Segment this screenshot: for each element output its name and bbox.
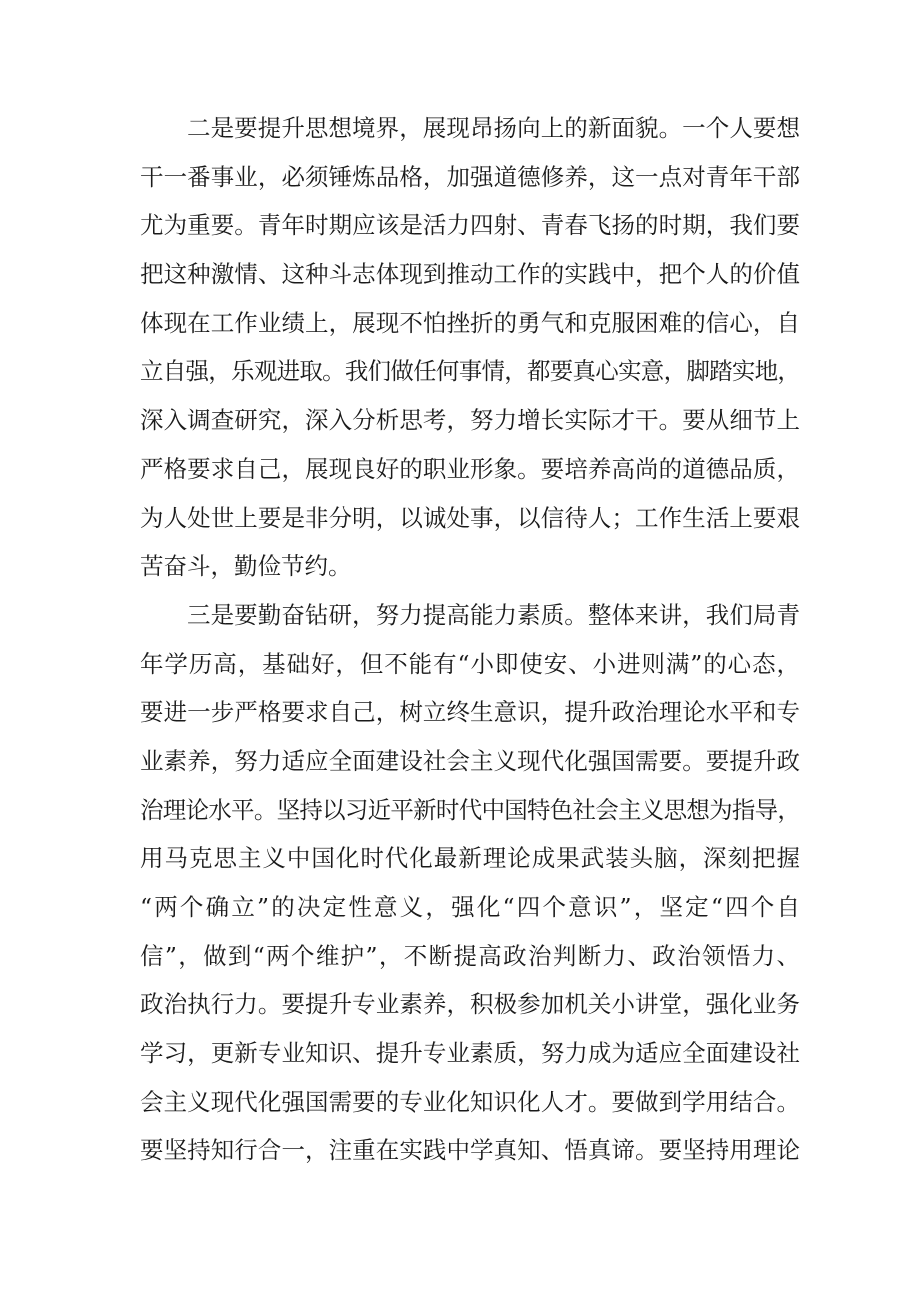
paragraph-line: 要进一步严格要求自己，树立终生意识，提升政治理论水平和专	[140, 698, 800, 727]
paragraph-line: 治理论水平。坚持以习近平新时代中国特色社会主义思想为指导，	[140, 795, 800, 824]
paragraph-line: 深入调查研究，深入分析思考，努力增长实际才干。要从细节上	[140, 406, 800, 435]
document-body	[140, 104, 800, 1175]
paragraph-line: 学习，更新专业知识、提升专业素质，努力成为适应全面建设社	[140, 1039, 800, 1068]
paragraph-line: 用马克思主义中国化时代化最新理论成果武装头脑，深刻把握	[140, 844, 800, 873]
paragraph-line: 尤为重要。青年时期应该是活力四射、青春飞扬的时期，我们要	[140, 211, 800, 240]
paragraph-line: 二是要提升思想境界，展现昂扬向上的新面貌。一个人要想	[187, 114, 800, 142]
paragraph-line: 苦奋斗，勤俭节约。	[140, 552, 352, 581]
paragraph-line: 要坚持知行合一，注重在实践中学真知、悟真谛。要坚持用理论	[140, 1136, 800, 1165]
paragraph-line: 严格要求自己，展现良好的职业形象。要培养高尚的道德品质，	[140, 454, 800, 483]
paragraph-line: 信”，做到“两个维护”，不断提高政治判断力、政治领悟力、	[140, 941, 800, 970]
paragraph-line: 为人处世上要是非分明，以诚处事，以信待人；工作生活上要艰	[140, 503, 800, 532]
paragraph-line: 干一番事业，必须锤炼品格，加强道德修养，这一点对青年干部	[140, 162, 800, 191]
paragraph-line: 把这种激情、这种斗志体现到推动工作的实践中，把个人的价值	[140, 260, 800, 289]
paragraph-line: 政治执行力。要提升专业素养，积极参加机关小讲堂，强化业务	[140, 990, 800, 1019]
paragraph-line: 三是要勤奋钻研，努力提高能力素质。整体来讲，我们局青	[187, 600, 800, 629]
paragraph-line: 业素养，努力适应全面建设社会主义现代化强国需要。要提升政	[140, 746, 800, 775]
paragraph-line: 会主义现代化强国需要的专业化知识化人才。要做到学用结合。	[140, 1087, 800, 1116]
paragraph-line: 立自强，乐观进取。我们做任何事情，都要真心实意，脚踏实地，	[140, 357, 800, 386]
paragraph-2	[140, 591, 800, 1175]
paragraph-1	[140, 104, 800, 591]
paragraph-line: 体现在工作业绩上，展现不怕挫折的勇气和克服困难的信心，自	[140, 308, 800, 337]
paragraph-line: “两个确立”的决定性意义，强化“四个意识”，坚定“四个自	[140, 893, 800, 921]
paragraph-line: 年学历高，基础好，但不能有“小即使安、小进则满”的心态，	[140, 649, 800, 678]
